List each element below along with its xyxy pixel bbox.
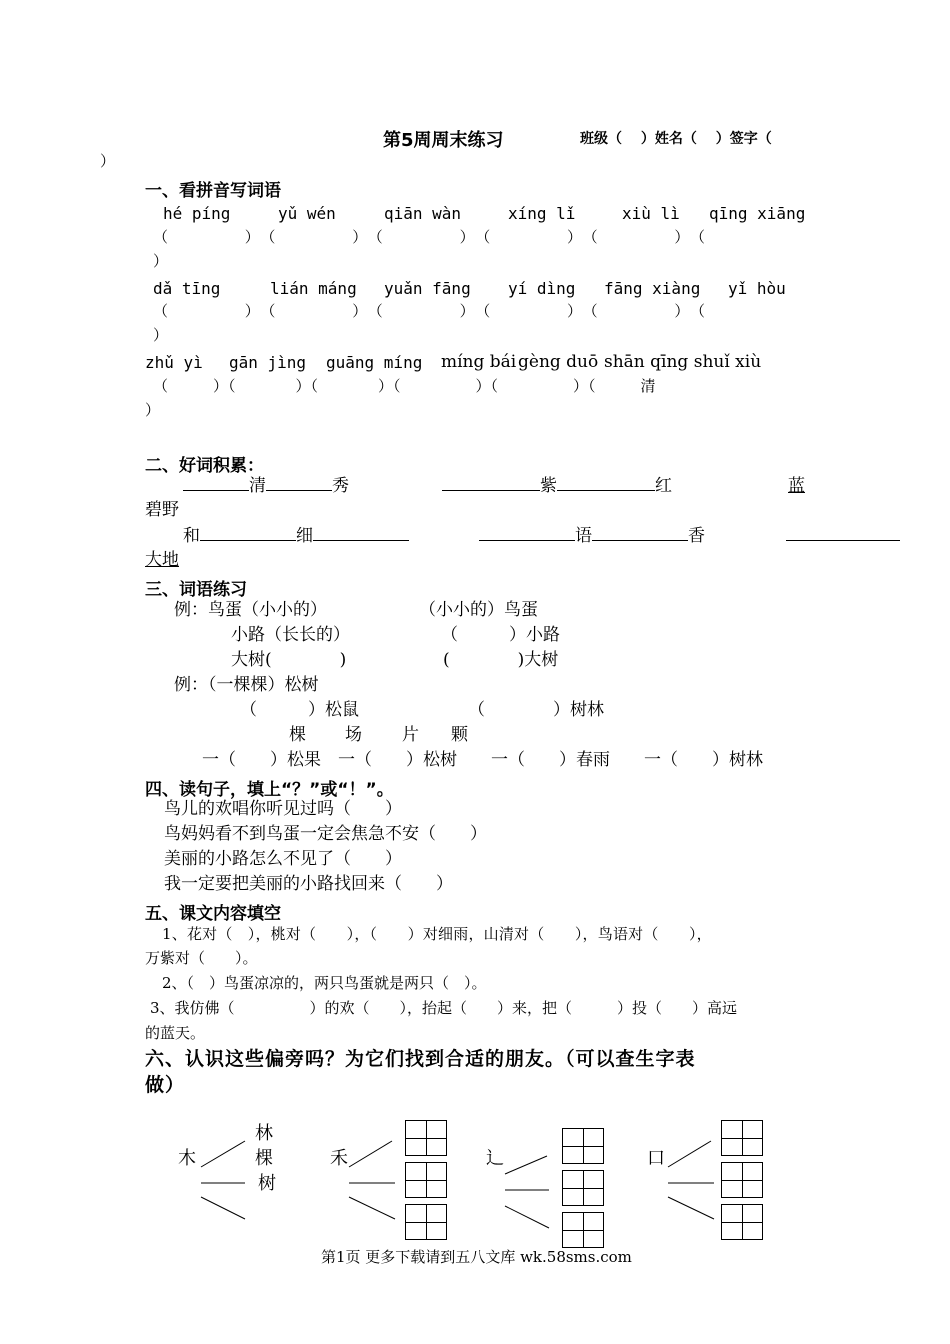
word-char: 清 [249, 476, 266, 496]
word-char: 细 [296, 526, 313, 546]
fill-question-1-cont[interactable]: 万紫对（ ）。 [145, 949, 258, 967]
exercise-line: 小路（长长的） [231, 625, 350, 645]
writing-grid[interactable] [562, 1128, 604, 1164]
radical-word: 树 [258, 1173, 276, 1194]
exercise-blank[interactable]: ( )大树 [443, 650, 559, 670]
page-title: 第5周周末练习 [383, 130, 504, 151]
header-close-paren: ） [100, 152, 116, 170]
pinyin: gèng duō [518, 352, 599, 372]
pinyin: qiān wàn [384, 204, 462, 223]
radical-he: 禾 [330, 1148, 348, 1169]
pinyin: míng bái [441, 352, 517, 372]
sentence-item[interactable]: 鸟儿的欢唱你听见过吗（ ） [164, 799, 402, 819]
example-1: 例：鸟蛋（小小的） [174, 600, 327, 620]
measure-word: 颗 [451, 725, 468, 745]
writing-grid[interactable] [562, 1212, 604, 1248]
pinyin: yuǎn fāng [384, 279, 471, 298]
word-char: 香 [688, 526, 705, 546]
radical-kou: 口 [647, 1148, 665, 1169]
pinyin: dǎ tīng [153, 279, 221, 298]
writing-grid[interactable] [405, 1204, 447, 1240]
exercise-blank[interactable]: 大树( ) [231, 650, 347, 670]
exercise-blank[interactable]: （ ）松鼠 [240, 700, 359, 720]
pinyin: lián máng [270, 279, 357, 298]
section-5-heading: 五、课文内容填空 [145, 904, 281, 924]
blank-close-paren: ） [153, 326, 169, 344]
word-char: 紫 [540, 476, 557, 496]
measure-word: 棵 [289, 725, 306, 745]
word-char: 红 [655, 476, 672, 496]
section-6-heading: 六、认识这些偏旁吗？为它们找到合适的朋友。（可以查生字表 [145, 1048, 696, 1070]
fill-question-3[interactable]: 3、我仿佛（ ）的欢（ ），抬起（ ）来，把（ ）投（ ）高远 [150, 999, 738, 1017]
measure-word: 场 [345, 725, 362, 745]
radical-chuo: 辶 [486, 1148, 504, 1169]
example-1-answer: （小小的）鸟蛋 [419, 600, 538, 620]
word-char: 和 [183, 526, 200, 546]
exercise-blank[interactable]: （ ）树林 [468, 700, 604, 720]
page-footer: 第1页 更多下载请到五八文库 wk.58sms.com [321, 1248, 632, 1266]
pinyin: guāng míng [326, 353, 423, 372]
word-char: 秀 [332, 476, 349, 496]
blank-close-paren: ） [145, 401, 161, 419]
section-4-heading: 四、读句子，填上“？”或“！”。 [145, 780, 394, 800]
sentence-item[interactable]: 我一定要把美丽的小路找回来（ ） [164, 874, 453, 894]
pinyin: qīng xiāng [709, 204, 806, 223]
student-info-label: 班级（ ）姓名（ ）签字（ [580, 131, 772, 147]
fill-question-1[interactable]: 1、花对（ ），桃对（ ），（ ）对细雨，山清对（ ），鸟语对（ ）， [162, 925, 712, 943]
blank-close-paren: ） [153, 252, 169, 270]
pinyin: fāng xiàng [604, 279, 701, 298]
pinyin: gān jìng [229, 353, 307, 372]
radical-mu: 木 [178, 1148, 196, 1169]
exercise-blank[interactable]: （ ）小路 [441, 625, 560, 645]
radical-word: 棵 [255, 1148, 273, 1169]
word-char: 蓝 [788, 476, 805, 496]
writing-grid[interactable] [405, 1162, 447, 1198]
writing-grid[interactable] [405, 1120, 447, 1156]
sentence-item[interactable]: 美丽的小路怎么不见了（ ） [164, 849, 402, 869]
word-char: 碧野 [145, 500, 179, 520]
section-1-heading: 一、看拼音写词语 [145, 181, 281, 201]
measure-word-blanks[interactable]: 一（ ）松果 一（ ）松树 一（ ）春雨 一（ ）树林 [202, 750, 763, 770]
pinyin: zhǔ yì [145, 353, 203, 372]
example-2: 例：（一棵棵）松树 [174, 675, 319, 695]
word-char: 语 [575, 526, 592, 546]
measure-word: 片 [402, 725, 419, 745]
pinyin: yǐ hòu [728, 279, 786, 298]
writing-grid[interactable] [721, 1162, 763, 1198]
pinyin: shān qīng shuǐ xiù [604, 352, 762, 372]
pinyin: xiù lì [622, 204, 680, 223]
section-2-heading: 二、好词积累： [145, 456, 264, 476]
writing-grid[interactable] [721, 1120, 763, 1156]
fill-question-3-cont: 的蓝天。 [145, 1024, 206, 1042]
fill-question-2[interactable]: 2、（ ）鸟蛋凉凉的，两只鸟蛋就是两只（ ）。 [162, 974, 487, 992]
writing-grid[interactable] [721, 1204, 763, 1240]
writing-grid[interactable] [562, 1170, 604, 1206]
word-char: 大地 [145, 550, 179, 570]
answer-blanks-row-2[interactable]: （ ） （ ） （ ） （ ） （ ） （ [153, 302, 706, 320]
pinyin: yí dìng [508, 279, 576, 298]
pinyin: xíng lǐ [508, 204, 576, 223]
pinyin: yǔ wén [278, 204, 336, 223]
section-3-heading: 三、词语练习 [145, 580, 247, 600]
answer-blanks-row-3[interactable]: （ ）（ ）（ ）（ ）（ ）（ 清 [153, 377, 656, 395]
sentence-item[interactable]: 鸟妈妈看不到鸟蛋一定会焦急不安（ ） [164, 824, 487, 844]
radical-word: 林 [255, 1123, 273, 1144]
answer-blanks-row-1[interactable]: （ ） （ ） （ ） （ ） （ ） （ [153, 228, 706, 246]
pinyin: hé píng [163, 204, 231, 223]
section-6-heading-cont: 做） [145, 1074, 186, 1096]
